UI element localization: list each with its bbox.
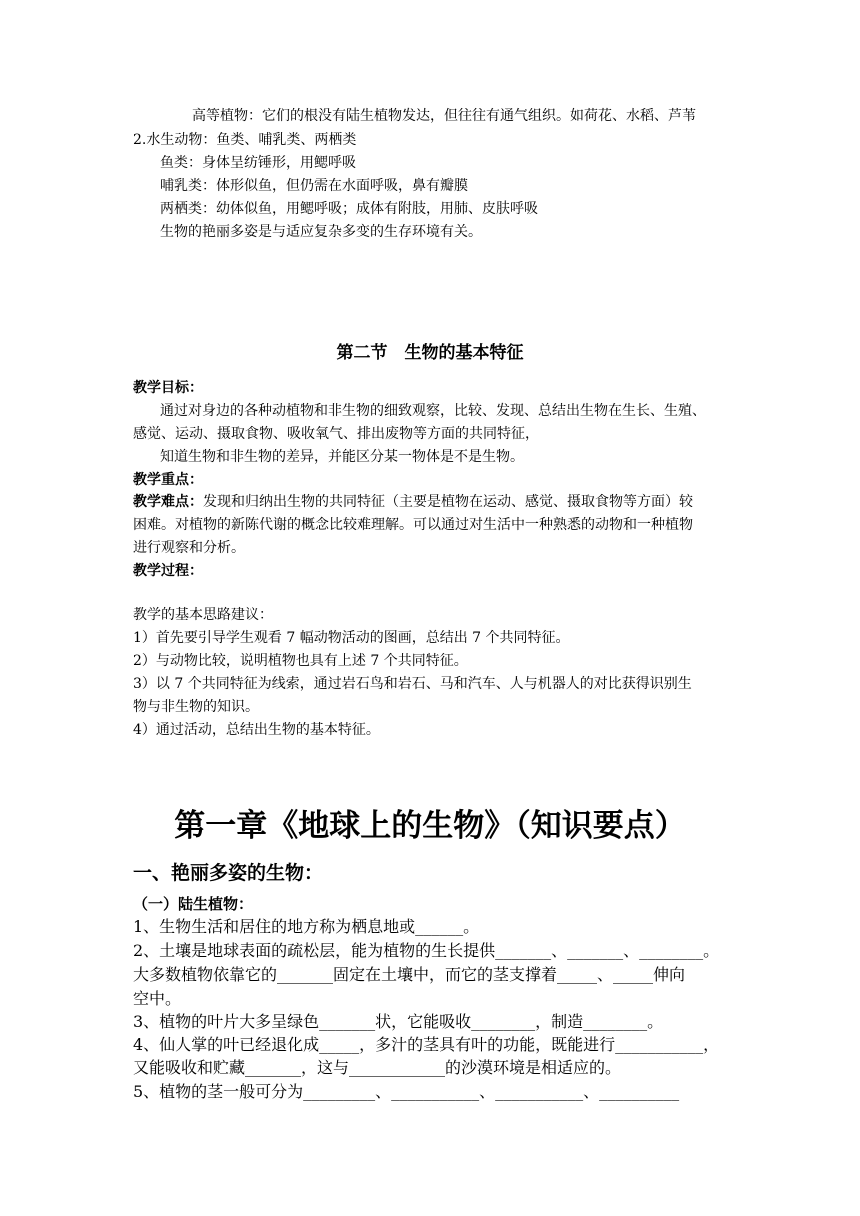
text-line: 4、仙人掌的叶已经退化成_____，多汁的茎具有叶的功能，既能进行___________， [133, 1035, 720, 1054]
section-title: 第二节 生物的基本特征 [336, 343, 524, 363]
text-line: 教学的基本思路建议： [133, 607, 273, 623]
process-label: 教学过程： [133, 563, 203, 579]
key-label: 教学重点： [133, 472, 203, 488]
text-line: 空中。 [133, 989, 182, 1008]
text-line: 3、植物的叶片大多呈绿色_______状，它能吸收________，制造________。 [133, 1012, 664, 1031]
difficulty-line [133, 492, 693, 512]
text-line: 大多数植物依靠它的_______固定在土壤中，而它的茎支撑着_____、_____伸向 [133, 965, 686, 984]
text-line: 生物的艳丽多姿是与适应复杂多变的生存环境有关。 [160, 224, 482, 240]
chapter-title: 第一章《地球上的生物》（知识要点） [174, 808, 686, 844]
text-line: 困难。对植物的新陈代谢的概念比较难理解。可以通过对生活中一种熟悉的动物和一种植物 [133, 517, 693, 533]
text-line: 4）通过活动，总结出生物的基本特征。 [133, 722, 380, 738]
text-line: 感觉、运动、摄取食物、吸收氧气、排出废物等方面的共同特征， [133, 426, 539, 442]
text-line: 通过对身边的各种动植物和非生物的细致观察，比较、发现、总结出生物在生长、生殖、 [160, 403, 706, 419]
text-line: 5、植物的茎一般可分为_________、___________、___________、__________ [133, 1082, 680, 1101]
difficulty-label: 教学难点： [133, 494, 203, 510]
text-line: 2.水生动物：鱼类、哺乳类、两栖类 [133, 132, 357, 148]
text-line: 1）首先要引导学生观看 7 幅动物活动的图画，总结出 7 个共同特征。 [133, 630, 570, 646]
text-line: 知道生物和非生物的差异，并能区分某一物体是不是生物。 [160, 449, 524, 465]
text-line: 又能吸收和贮藏_______，这与____________的沙漠环境是相适应的。 [133, 1058, 622, 1077]
text-line: 3）以 7 个共同特征为线索，通过岩石鸟和岩石、马和汽车、人与机器人的对比获得识别生 [133, 676, 692, 692]
text-span: 发现和归纳出生物的共同特征（主要是植物在运动、感觉、摄取食物等方面）较 [203, 494, 693, 510]
text-line: 1、生物生活和居住的地方称为栖息地或______。 [133, 917, 480, 936]
text-line: 鱼类：身体呈纺锤形，用鳃呼吸 [160, 155, 356, 171]
goal-label: 教学目标： [133, 380, 203, 396]
text-line: 两栖类：幼体似鱼，用鳃呼吸；成体有附肢，用肺、皮肤呼吸 [160, 201, 538, 217]
text-line: 2）与动物比较，说明植物也具有上述 7 个共同特征。 [133, 653, 468, 669]
text-line: 物与非生物的知识。 [133, 699, 259, 715]
text-line: 高等植物：它们的根没有陆生植物发达，但往往有通气组织。如荷花、水稻、芦苇 [192, 108, 696, 124]
text-line: 哺乳类：体形似鱼，但仍需在水面呼吸，鼻有瓣膜 [160, 178, 468, 194]
subheading: （一）陆生植物： [133, 895, 254, 913]
subheading: 一、艳丽多姿的生物： [133, 862, 324, 884]
text-line: 进行观察和分析。 [133, 540, 245, 556]
text-line: 2、土壤是地球表面的疏松层，能为植物的生长提供_______、_______、________。 [133, 941, 720, 960]
